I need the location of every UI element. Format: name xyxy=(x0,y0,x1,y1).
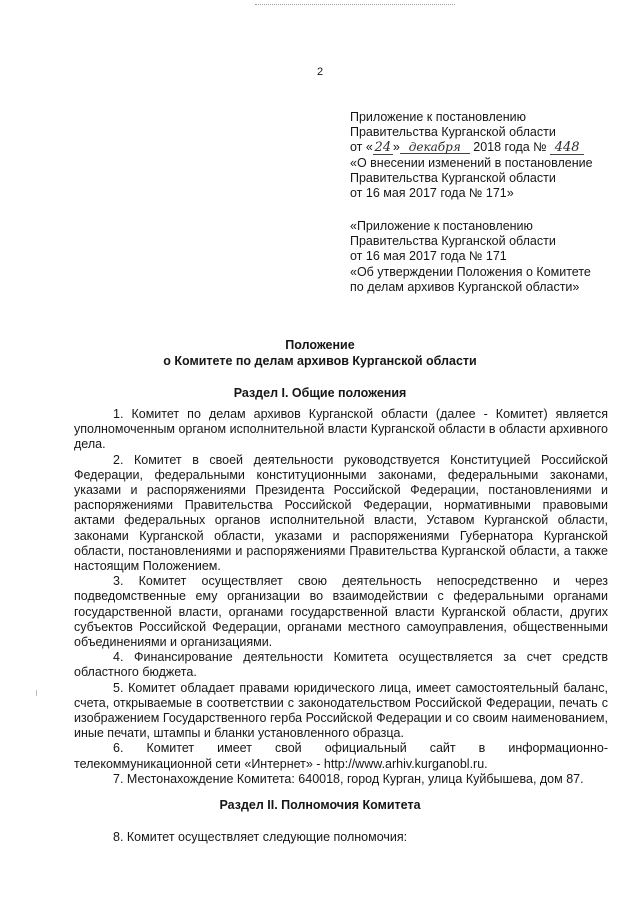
appendix-line: Правительства Курганской области xyxy=(350,125,556,140)
paragraph: 7. Местонахождение Комитета: 640018, город Курган, улица Куйбышева, дом 87. xyxy=(113,771,584,786)
document-body xyxy=(74,407,608,787)
appendix-header xyxy=(350,110,593,201)
appendix-date-line xyxy=(350,140,593,155)
section-heading: Раздел I. Общие положения xyxy=(233,386,407,400)
paragraph: 6. Комитет имеет свой официальный сайт в информационно-телекоммуникационной сети «Интернет» - http://www.arhiv.kurganobl.ru. xyxy=(74,741,608,771)
scan-artifact-mark xyxy=(36,690,37,696)
appendix-quote xyxy=(350,219,591,295)
appendix-line: «Приложение к постановлению xyxy=(350,219,533,233)
paragraph: 3. Комитет осуществляет свою деятельность непосредственно и через подведомственные ему организации во взаимодействии с федеральными органами государственной власти, органами государственной власти Курганской области, других субъектов Российской Федерации, органами местного самоуправления, общественными объединениями и организациями. xyxy=(74,574,608,650)
date-prefix: от « xyxy=(350,140,373,155)
scan-artifact-line xyxy=(255,4,455,5)
paragraph: 4. Финансирование деятельности Комитета осуществляется за счет средств областного бюджета. xyxy=(74,650,608,680)
appendix-line: по делам архивов Курганской области» xyxy=(350,279,580,294)
appendix-line: от 16 мая 2017 года № 171 xyxy=(350,249,507,264)
paragraph: 2. Комитет в своей деятельности руководствуется Конституцией Российской Федерации, федеральными конституционными законами, федеральными законами, указами и распоряжениями Президента Российской Федерации, постановлениями и распоряжениями Правительства Российской Федерации, нормативными правовыми актами федеральных органов исполнительной власти, Уставом Курганской области, законами Курганской области, указами и распоряжениями Губернатора Курганской области, постановлениями и распоряжениями Правительства Курганской области, а также настоящим Положением. xyxy=(74,452,608,574)
paragraph: 5. Комитет обладает правами юридического лица, имеет самостоятельный баланс, счета, открываемые в соответствии с законодательством Российской Федерации, печать с изображением Государственного герба Российской Федерации и со своим наименованием, иные печати, штампы и бланки установленного образца. xyxy=(74,680,608,741)
handwritten-day: 24 xyxy=(374,140,392,156)
paragraph: 1. Комитет по делам архивов Курганской области (далее - Комитет) является уполномоченным органом исполнительной власти Курганской области в области архивного дела. xyxy=(74,407,608,452)
date-year: 2018 года № xyxy=(473,140,547,155)
handwritten-number: 448 xyxy=(550,142,584,155)
appendix-line: «О внесении изменений в постановление xyxy=(350,155,593,170)
handwritten-month: декабря xyxy=(400,141,470,154)
appendix-line: Правительства Курганской области xyxy=(350,170,556,185)
appendix-line: Приложение к постановлению xyxy=(350,110,526,124)
appendix-line: «Об утверждении Положения о Комитете xyxy=(350,264,591,279)
appendix-line: Правительства Курганской области xyxy=(350,234,556,249)
date-mid: » xyxy=(392,140,400,155)
page-number: 2 xyxy=(316,66,324,78)
appendix-line: от 16 мая 2017 года № 171» xyxy=(350,186,514,201)
section-heading: Раздел II. Полномочия Комитета xyxy=(219,798,421,812)
paragraph: 8. Комитет осуществляет следующие полномочия: xyxy=(113,830,408,844)
document-subtitle: о Комитете по делам архивов Курганской области xyxy=(163,354,477,368)
document-title: Положение xyxy=(285,338,355,352)
